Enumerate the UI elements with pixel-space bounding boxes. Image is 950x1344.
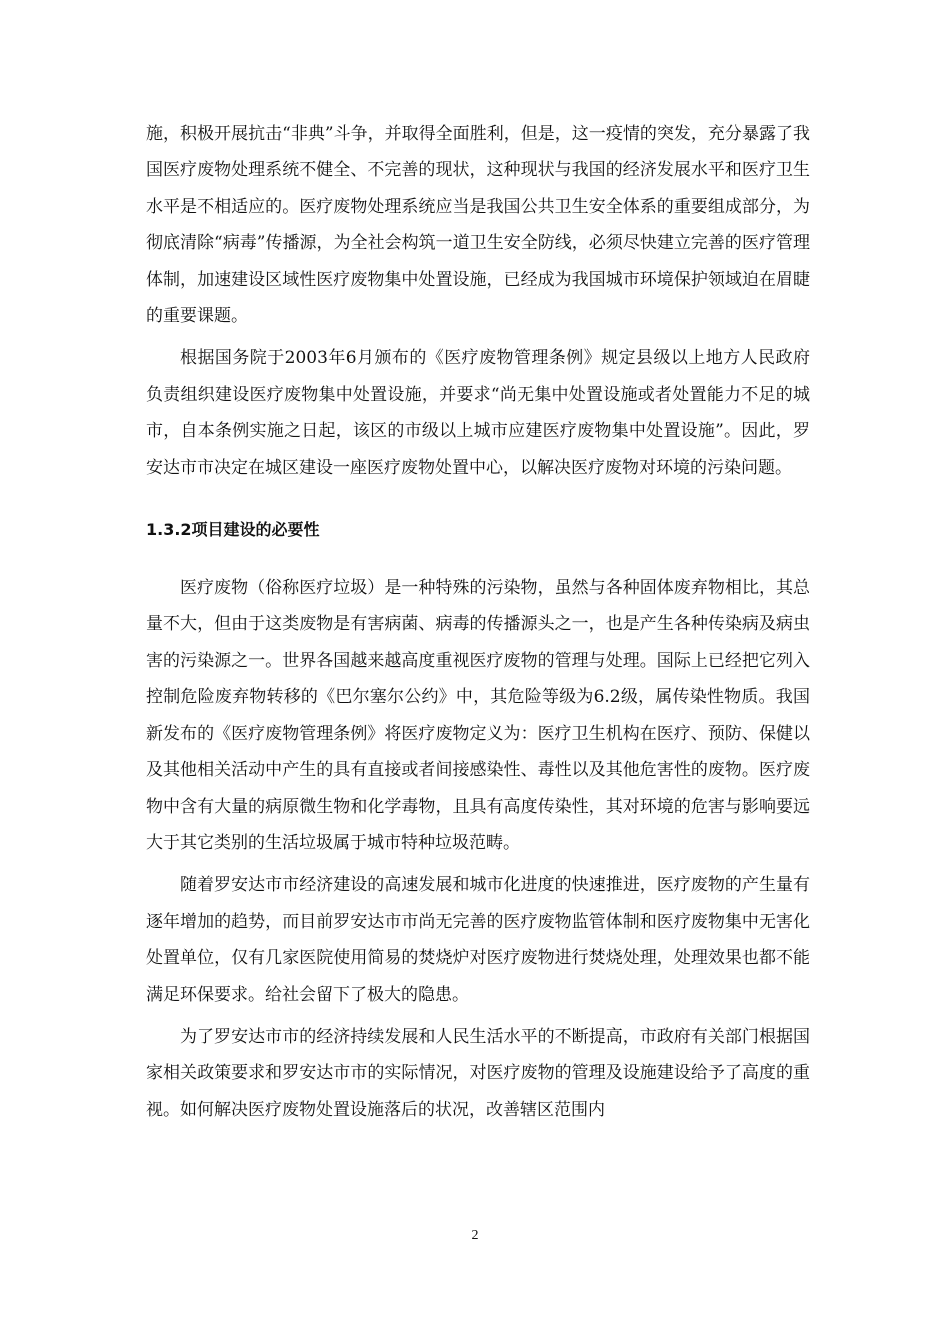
page-number: 2 bbox=[471, 1228, 479, 1243]
paragraph-intro-2: 根据国务院于2003年6月颁布的《医疗废物管理条例》规定县级以上地方人民政府负责组织建设医疗废物集中处置设施，并要求“尚无集中处置设施或者处置能力不足的城市，自本条例实施之日起，该区的市级以上城市应建医疗废物集中处置设施”。因此，罗安达市市决定在城区建设一座医疗废物处置中心，以解决医疗废物对环境的污染问题。 bbox=[146, 348, 810, 478]
page-body bbox=[146, 116, 810, 1134]
paragraph-section-3: 为了罗安达市市的经济持续发展和人民生活水平的不断提高，市政府有关部门根据国家相关政策要求和罗安达市市的实际情况，对医疗废物的管理及设施建设给予了高度的重视。如何解决医疗废物处置设施落后的状况，改善辖区范围内 bbox=[146, 1026, 810, 1120]
paragraph-intro-1: 施，积极开展抗击“非典”斗争，并取得全面胜利，但是，这一疫情的突发，充分暴露了我国医疗废物处理系统不健全、不完善的现状，这种现状与我国的经济发展水平和医疗卫生水平是不相适应的。医疗废物处理系统应当是我国公共卫生安全体系的重要组成部分，为彻底清除“病毒”传播源，为全社会构筑一道卫生安全防线，必须尽快建立完善的医疗管理体制，加速建设区域性医疗废物集中处置设施，已经成为我国城市环境保护领域迫在眉睫的重要课题。 bbox=[146, 124, 810, 327]
paragraph-section-2: 随着罗安达市市经济建设的高速发展和城市化进度的快速推进，医疗废物的产生量有逐年增加的趋势，而目前罗安达市市尚无完善的医疗废物监管体制和医疗废物集中无害化处置单位，仅有几家医院使用简易的焚烧炉对医疗废物进行焚烧处理，处理效果也都不能满足环保要求。给社会留下了极大的隐患。 bbox=[146, 875, 810, 1005]
section-heading: 1.3.2项目建设的必要性 bbox=[146, 520, 320, 540]
paragraph-section-1: 医疗废物（俗称医疗垃圾）是一种特殊的污染物，虽然与各种固体废弃物相比，其总量不大，但由于这类废物是有害病菌、病毒的传播源头之一，也是产生各种传染病及病虫害的污染源之一。世界各国越来越高度重视医疗废物的管理与处理。国际上已经把它列入控制危险废弃物转移的《巴尔塞尔公约》中，其危险等级为6.2级，属传染性物质。我国新发布的《医疗废物管理条例》将医疗废物定义为：医疗卫生机构在医疗、预防、保健以及其他相关活动中产生的具有直接或者间接感染性、毒性以及其他危害性的废物。医疗废物中含有大量的病原微生物和化学毒物，且具有高度传染性，其对环境的危害与影响要远大于其它类别的生活垃圾属于城市特种垃圾范畴。 bbox=[146, 578, 810, 853]
